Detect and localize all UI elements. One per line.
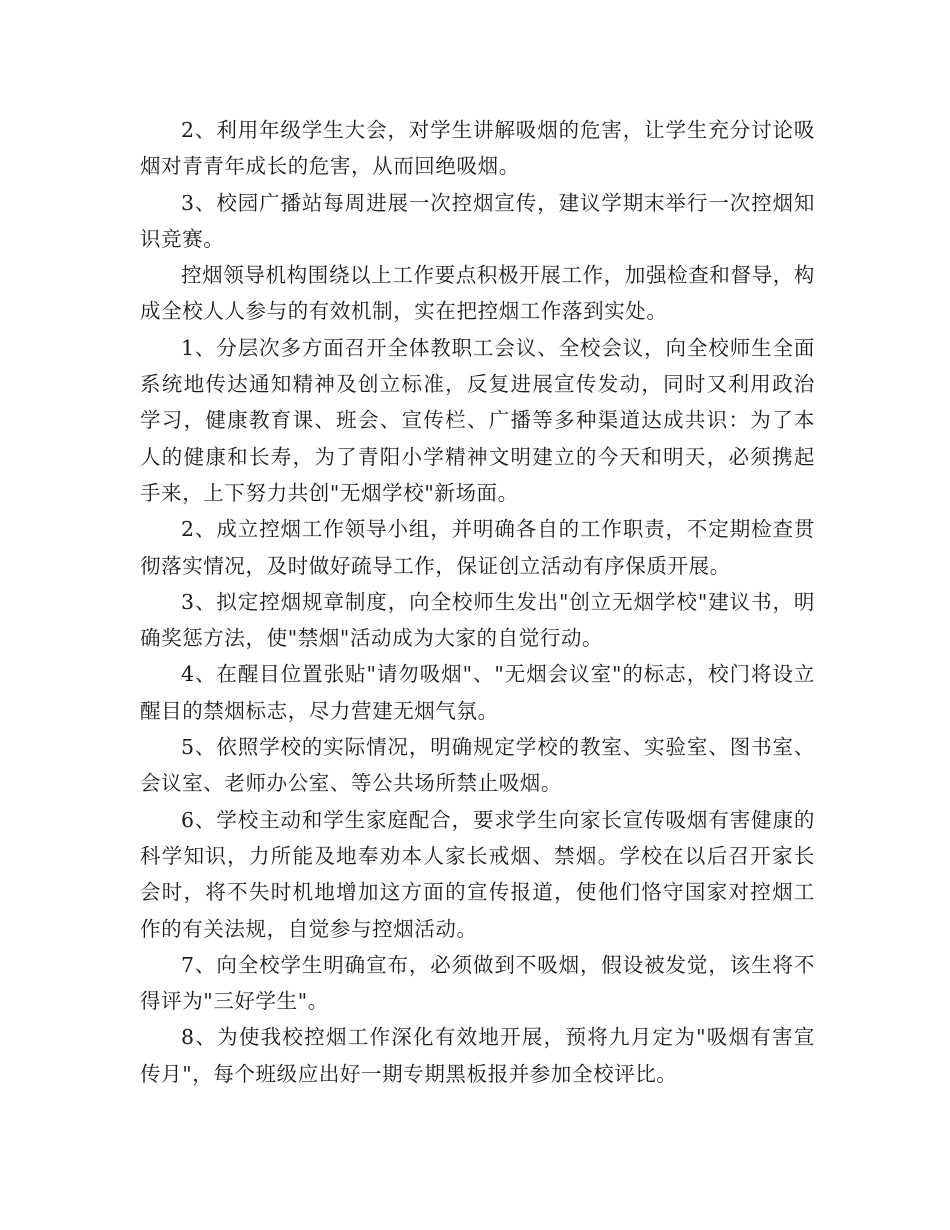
paragraph-no-smoking-signs: 4、在醒目位置张贴"请勿吸烟"、"无烟会议室"的标志，校门将设立醒目的禁烟标志，尽力营建无烟气氛。 [140, 662, 815, 723]
paragraph-regulations: 3、拟定控烟规章制度，向全校师生发出"创立无烟学校"建议书，明确奖惩方法，使"禁烟"活动成为大家的自觉行动。 [140, 589, 815, 651]
paragraph-awareness-month: 8、为使我校控烟工作深化有效地开展，预将九月定为"吸烟有害宣传月"，每个班级应出好一期专期黑板报并参加全校评比。 [140, 1025, 815, 1086]
paragraph-smoke-free-areas: 5、依照学校的实际情况，明确规定学校的教室、实验室、图书室、会议室、老师办公室、等公共场所禁止吸烟。 [140, 735, 815, 796]
document-body [140, 112, 815, 1092]
paragraph-leadership-mechanism: 控烟领导机构围绕以上工作要点积极开展工作，加强检查和督导，构成全校人人参与的有效机制，实在把控烟工作落到实处。 [140, 263, 815, 324]
paragraph-broadcast-station: 3、校园广播站每周进展一次控烟宣传，建议学期末举行一次控烟知识竞赛。 [140, 190, 815, 251]
paragraph-leading-group: 2、成立控烟工作领导小组，并明确各自的工作职责，不定期检查贯彻落实情况，及时做好疏导工作，保证创立活动有序保质开展。 [140, 517, 815, 578]
paragraph-lecture-on-smoking-harm: 2、利用年级学生大会，对学生讲解吸烟的危害，让学生充分讨论吸烟对青青年成长的危害，从而回绝吸烟。 [140, 118, 815, 179]
paragraph-student-rules: 7、向全校学生明确宣布，必须做到不吸烟，假设被发觉，该生将不得评为"三好学生"。 [140, 952, 815, 1014]
paragraph-family-cooperation: 6、学校主动和学生家庭配合，要求学生向家长宣传吸烟有害健康的科学知识，力所能及地奉劝本人家长戒烟、禁烟。学校在以后召开家长会时，将不失时机地增加这方面的宣传报道，使他们恪守国家对控烟工作的有关法规，自觉参与控烟活动。 [140, 807, 815, 941]
paragraph-staff-meetings: 1、分层次多方面召开全体教职工会议、全校会议，向全校师生全面系统地传达通知精神及创立标准，反复进展宣传发动，同时又利用政治学习，健康教育课、班会、宣传栏、广播等多种渠道达成共识：为了本人的健康和长寿，为了青阳小学精神文明建立的今天和明天，必须携起手来，上下努力共创"无烟学校"新场面。 [140, 335, 815, 505]
